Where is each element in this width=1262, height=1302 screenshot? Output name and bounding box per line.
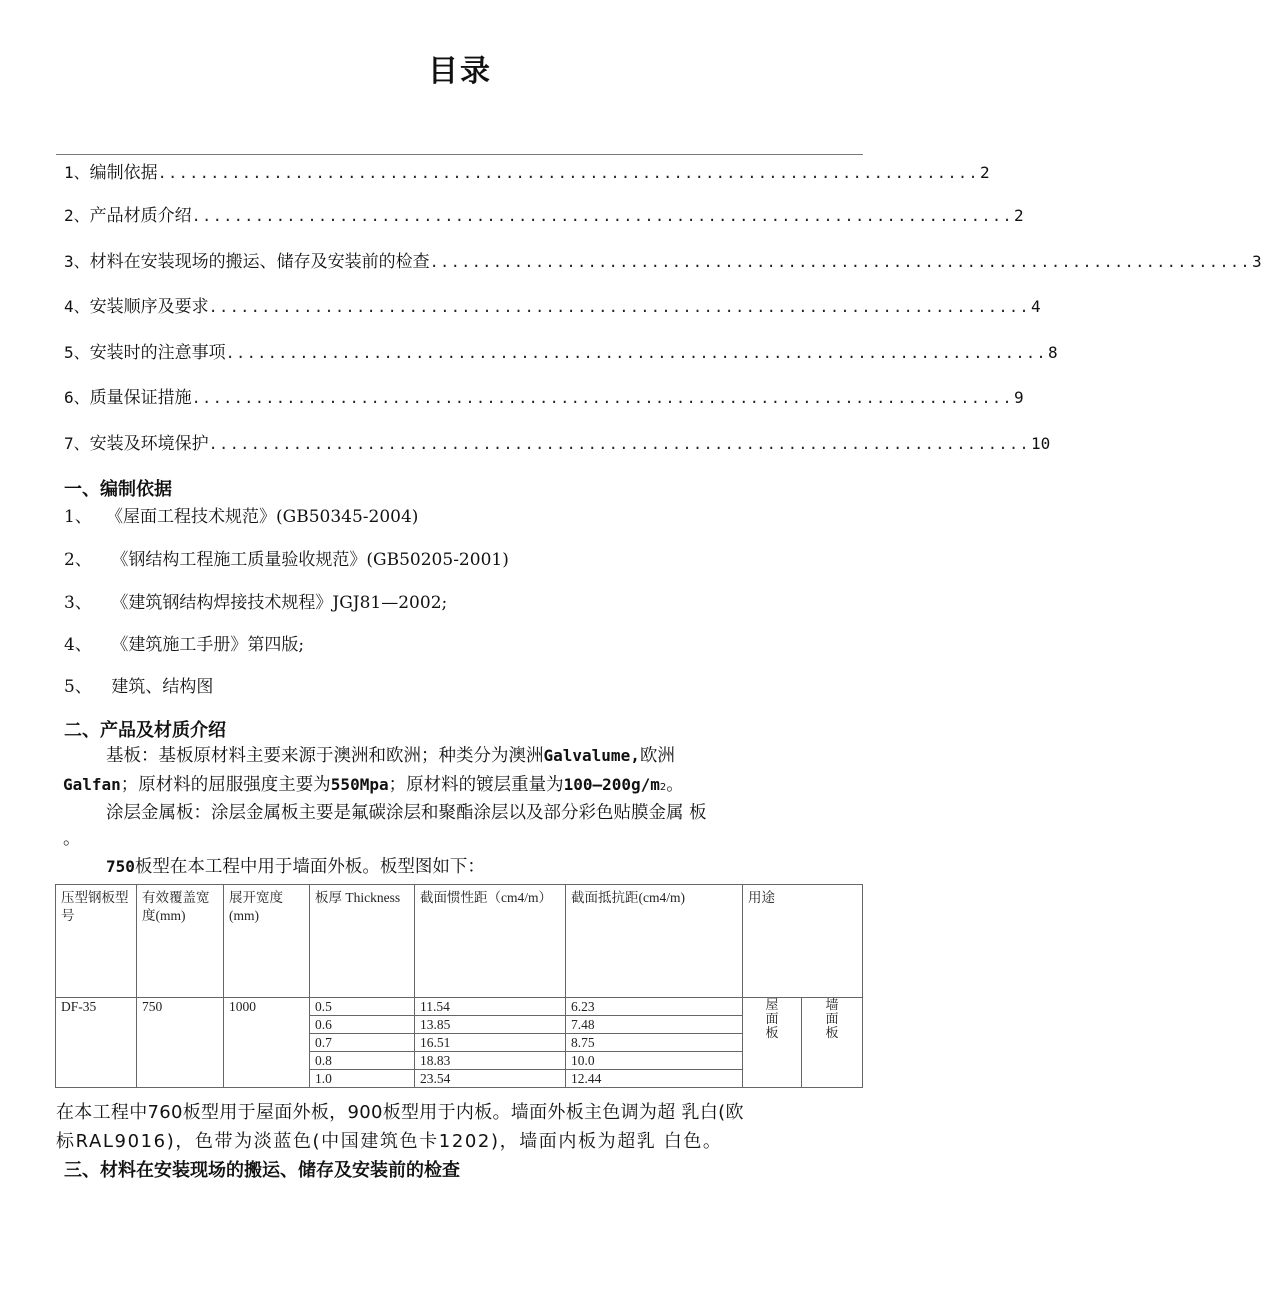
usage-text: 屋面板 (765, 997, 779, 1040)
cell-thickness: 0.7 (310, 1034, 415, 1052)
cell-usage-roof (743, 998, 802, 1088)
toc-entry-number: 5、 (64, 343, 90, 362)
text-run: 基板：基板原材料主要来源于澳洲和欧洲；种类分为澳洲 (106, 746, 544, 766)
toc-entry[interactable] (64, 158, 990, 183)
toc-leader-dots: .............................................................................. (225, 344, 1048, 362)
paragraph-color-line1: 在本工程中760板型用于屋面外板，900板型用于内板。墙面外板主色调为超 乳白(欧 (56, 1102, 744, 1123)
reference-number: 2、 (64, 550, 92, 570)
reference-text: 《建筑施工手册》第四版; (106, 635, 305, 655)
cell-resistance: 8.75 (566, 1034, 743, 1052)
header-cell: 截面惯性距（cm4/m） (415, 885, 566, 998)
reference-text: 《建筑钢结构焊接技术规程》JGJ81—2002; (106, 593, 448, 613)
toc-entry-page: 10 (1031, 434, 1051, 453)
cell-thickness: 1.0 (310, 1070, 415, 1088)
reference-number: 1、 (64, 507, 92, 527)
cell-inertia: 18.83 (415, 1052, 566, 1070)
cell-inertia: 23.54 (415, 1070, 566, 1088)
header-cell: 板厚 Thickness (310, 885, 415, 998)
cell-model: DF-35 (56, 998, 137, 1088)
header-cell: 有效覆盖宽度(mm) (137, 885, 224, 998)
toc-entry[interactable] (64, 292, 1041, 317)
paragraph-color-line2: 标RAL9016)，色带为淡蓝色(中国建筑色卡1202)，墙面内板为超乳 白色。 (56, 1131, 723, 1152)
table-header-row (56, 885, 863, 998)
cell-inertia: 13.85 (415, 1016, 566, 1034)
toc-entry[interactable] (64, 201, 1024, 226)
cell-inertia: 16.51 (415, 1034, 566, 1052)
text-run: 100—200g/m (563, 775, 660, 794)
toc-leader-dots: .............................................................................. (157, 164, 980, 182)
text-run: ；原材料的屈服强度主要为 (120, 775, 331, 795)
section-heading: 三、材料在安装现场的搬运、储存及安装前的检查 (64, 1160, 460, 1181)
text-run: ；原材料的镀层重量为 (388, 775, 564, 795)
toc-entry-page: 8 (1048, 343, 1058, 362)
reference-item (64, 502, 418, 527)
cell-thickness: 0.6 (310, 1016, 415, 1034)
toc-entry-number: 7、 (64, 434, 90, 453)
reference-text: 建筑、结构图 (106, 677, 214, 697)
text-run: 550Mpa (330, 775, 389, 794)
reference-number: 3、 (64, 593, 92, 613)
header-cell: 展开宽度(mm) (224, 885, 310, 998)
paragraph-panel-type (106, 853, 485, 878)
toc-leader-dots: .............................................................................. (191, 207, 1014, 225)
text-run: 。 (666, 775, 684, 795)
reference-text: 《钢结构工程施工质量验收规范》(GB50205-2001) (106, 550, 509, 570)
text-run: 2 (659, 782, 667, 793)
text-run: Galvalume, (543, 746, 640, 765)
reference-item (64, 545, 509, 570)
reference-item (64, 588, 447, 613)
toc-entry-label: 安装及环境保护 (89, 434, 209, 454)
paragraph-coated-line1: 涂层金属板：涂层金属板主要是氟碳涂层和聚酯涂层以及部分彩色贴膜金属 板 (106, 803, 707, 823)
reference-text: 《屋面工程技术规范》(GB50345-2004) (106, 507, 419, 527)
toc-entry-number: 1、 (64, 163, 90, 182)
cell-resistance: 12.44 (566, 1070, 743, 1088)
toc-entry-label: 编制依据 (89, 163, 158, 183)
toc-entry-label: 安装时的注意事项 (89, 343, 226, 363)
toc-entry-page: 2 (1014, 206, 1024, 225)
reference-number: 5、 (64, 677, 92, 697)
cell-usage-wall (802, 998, 863, 1088)
cell-cover-width: 750 (137, 998, 224, 1088)
toc-leader-dots: .............................................................................. (191, 389, 1014, 407)
cell-resistance: 10.0 (566, 1052, 743, 1070)
text-run: 板型在本工程中用于墙面外板。板型图如下： (134, 857, 485, 877)
toc-entry[interactable] (64, 383, 1024, 408)
paragraph-substrate-line1 (106, 742, 675, 767)
toc-entry-number: 6、 (64, 388, 90, 407)
toc-entry-page: 9 (1014, 388, 1024, 407)
reference-item (64, 630, 304, 655)
header-cell: 用途 (743, 885, 863, 998)
usage-text: 墙面板 (825, 997, 839, 1040)
toc-entry-label: 材料在安装现场的搬运、储存及安装前的检查 (89, 252, 430, 272)
toc-divider (56, 154, 863, 155)
cell-unfold-width: 1000 (224, 998, 310, 1088)
toc-entry-page: 4 (1031, 297, 1041, 316)
cell-thickness: 0.8 (310, 1052, 415, 1070)
reference-number: 4、 (64, 635, 92, 655)
toc-entry-label: 安装顺序及要求 (89, 297, 209, 317)
toc-entry-number: 4、 (64, 297, 90, 316)
toc-entry[interactable] (64, 429, 1051, 454)
toc-entry[interactable] (64, 247, 1262, 272)
panel-spec-table (55, 884, 863, 1088)
section-heading: 一、编制依据 (64, 479, 172, 500)
cell-resistance: 6.23 (566, 998, 743, 1016)
paragraph-substrate-line2 (63, 771, 684, 796)
text-run: 750 (106, 857, 135, 876)
cell-inertia: 11.54 (415, 998, 566, 1016)
toc-entry-page: 3 (1252, 252, 1262, 271)
cell-resistance: 7.48 (566, 1016, 743, 1034)
header-cell: 压型钢板型号 (56, 885, 137, 998)
toc-entry-number: 3、 (64, 252, 90, 271)
toc-leader-dots: .............................................................................. (208, 298, 1031, 316)
toc-leader-dots: .............................................................................. (429, 253, 1252, 271)
toc-entry[interactable] (64, 338, 1058, 363)
cell-thickness: 0.5 (310, 998, 415, 1016)
reference-item (64, 672, 213, 697)
toc-entry-label: 产品材质介绍 (89, 206, 192, 226)
text-run: Galfan (63, 775, 121, 794)
toc-leader-dots: .............................................................................. (208, 435, 1031, 453)
paragraph-coated-line2: 。 (63, 829, 81, 849)
toc-entry-page: 2 (980, 163, 990, 182)
toc-entry-label: 质量保证措施 (89, 388, 192, 408)
page-title: 目录 (428, 54, 492, 89)
text-run: 欧洲 (639, 746, 675, 766)
header-cell: 截面抵抗距(cm4/m) (566, 885, 743, 998)
section-heading: 二、产品及材质介绍 (64, 720, 226, 741)
toc-entry-number: 2、 (64, 206, 90, 225)
table-row (56, 998, 863, 1016)
